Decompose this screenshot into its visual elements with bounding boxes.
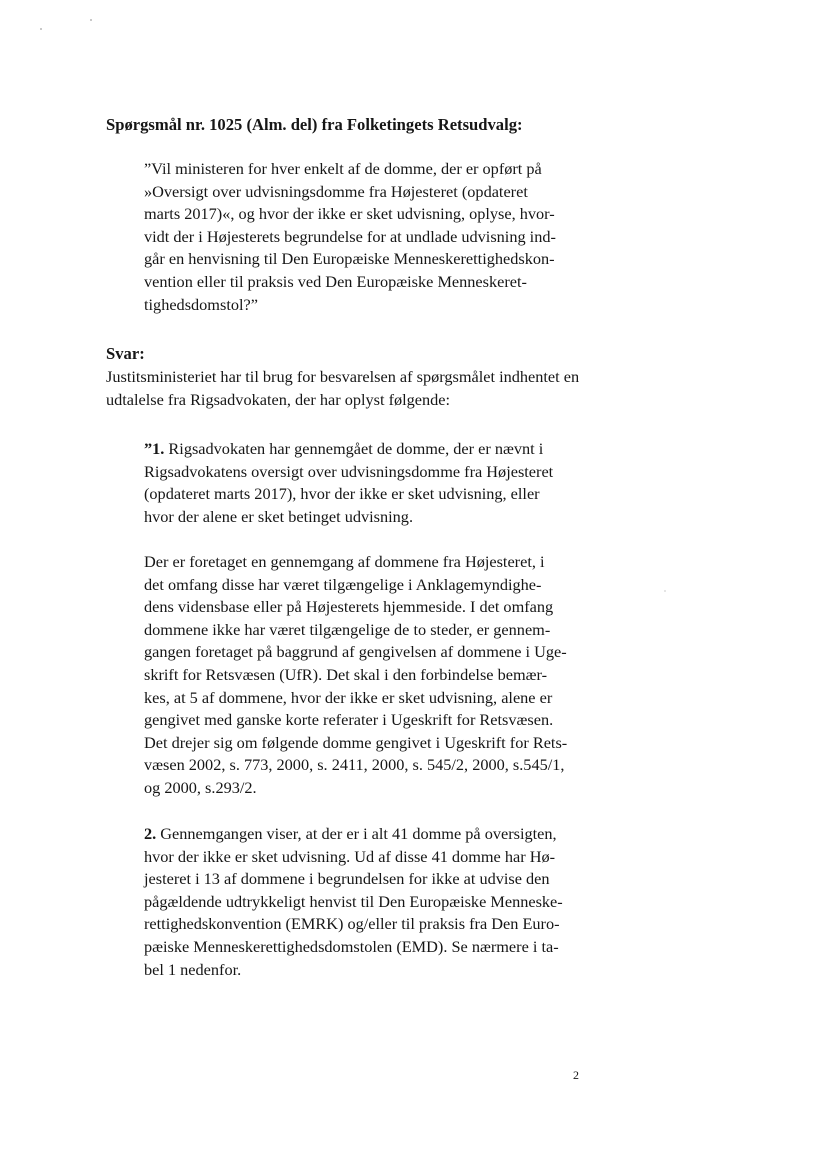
- text-line: bel 1 nedenfor.: [144, 959, 242, 979]
- quoted-paragraph-2: [144, 551, 568, 800]
- text-line: hvor der alene er sket betinget udvisning.: [144, 506, 414, 526]
- text-line: det omfang disse har været tilgængelige i Anklagemyndighe-: [144, 574, 542, 594]
- quoted-paragraph-3: [144, 823, 563, 981]
- scan-speck: [664, 590, 666, 592]
- text-line: marts 2017)«, og hvor der ikke er sket udvisning, oplyse, hvor-: [144, 204, 555, 224]
- text-line: væsen 2002, s. 773, 2000, s. 2411, 2000, s. 545/2, 2000, s.545/1,: [144, 755, 565, 775]
- text-line: udtalelse fra Rigsadvokaten, der har oplyst følgende:: [106, 389, 451, 409]
- text-line: skrift for Retsvæsen (UfR). Det skal i den forbindelse bemær-: [144, 664, 548, 684]
- answer-intro: [106, 366, 590, 411]
- text-line: dommene ikke har været tilgængelige de to steder, er gennem-: [144, 619, 551, 639]
- text-fragment: Gennemgangen viser, at der er i alt 41 domme på oversigten,: [156, 824, 557, 843]
- scan-speck: [90, 19, 92, 21]
- text-line: rettighedskonvention (EMRK) og/eller til praksis fra Den Euro-: [144, 914, 560, 934]
- text-line: Det drejer sig om følgende domme gengivet i Ugeskrift for Rets-: [144, 732, 568, 752]
- text-line: »Oversigt over udvisningsdomme fra Højesteret (opdateret: [144, 181, 528, 201]
- paragraph-number: ”1.: [144, 439, 165, 458]
- text-line: Justitsministeriet har til brug for besvarelsen af spørgsmålet indhentet en: [106, 367, 580, 386]
- question-quote: [144, 158, 556, 316]
- quoted-paragraph-1: [144, 438, 552, 528]
- answer-heading: Svar:: [106, 344, 145, 363]
- text-line: (opdateret marts 2017), hvor der ikke er sket udvisning, eller: [144, 484, 540, 504]
- paragraph-number: 2.: [144, 824, 157, 843]
- text-line: ”Vil ministeren for hver enkelt af de domme, der er opført på: [144, 159, 542, 178]
- text-line: kes, at 5 af dommene, hvor der ikke er sket udvisning, alene er: [144, 687, 553, 707]
- text-fragment: Rigsadvokaten har gennemgået de domme, der er nævnt i: [164, 439, 544, 458]
- text-line: [144, 438, 552, 461]
- scan-speck: [40, 28, 42, 30]
- question-heading: Spørgsmål nr. 1025 (Alm. del) fra Folketingets Retsudvalg:: [106, 115, 523, 134]
- text-line: gangen foretaget på baggrund af gengivelsen af dommene i Uge-: [144, 642, 567, 662]
- text-line: går en henvisning til Den Europæiske Menneskerettighedskon-: [144, 249, 555, 269]
- text-line: og 2000, s.293/2.: [144, 777, 257, 797]
- text-line: hvor der ikke er sket udvisning. Ud af disse 41 domme har Hø-: [144, 846, 556, 866]
- page-number: 2: [573, 1068, 579, 1082]
- text-line: vidt der i Højesterets begrundelse for at undlade udvisning ind-: [144, 226, 556, 246]
- text-line: gengivet med ganske korte referater i Ugeskrift for Retsvæsen.: [144, 710, 554, 730]
- text-line: [144, 823, 557, 846]
- text-line: pågældende udtrykkeligt henvist til Den Europæiske Menneske-: [144, 891, 563, 911]
- text-line: Der er foretaget en gennemgang af dommene fra Højesteret, i: [144, 552, 545, 571]
- text-line: jesteret i 13 af dommene i begrundelsen for ikke at udvise den: [144, 869, 550, 889]
- text-line: dens vidensbase eller på Højesterets hjemmeside. I det omfang: [144, 597, 554, 617]
- text-line: vention eller til praksis ved Den Europæiske Menneskeret-: [144, 271, 527, 291]
- text-line: pæiske Menneskerettighedsdomstolen (EMD). Se nærmere i ta-: [144, 936, 559, 956]
- text-line: tighedsdomstol?”: [144, 294, 258, 314]
- text-line: Rigsadvokatens oversigt over udvisningsdomme fra Højesteret: [144, 461, 554, 481]
